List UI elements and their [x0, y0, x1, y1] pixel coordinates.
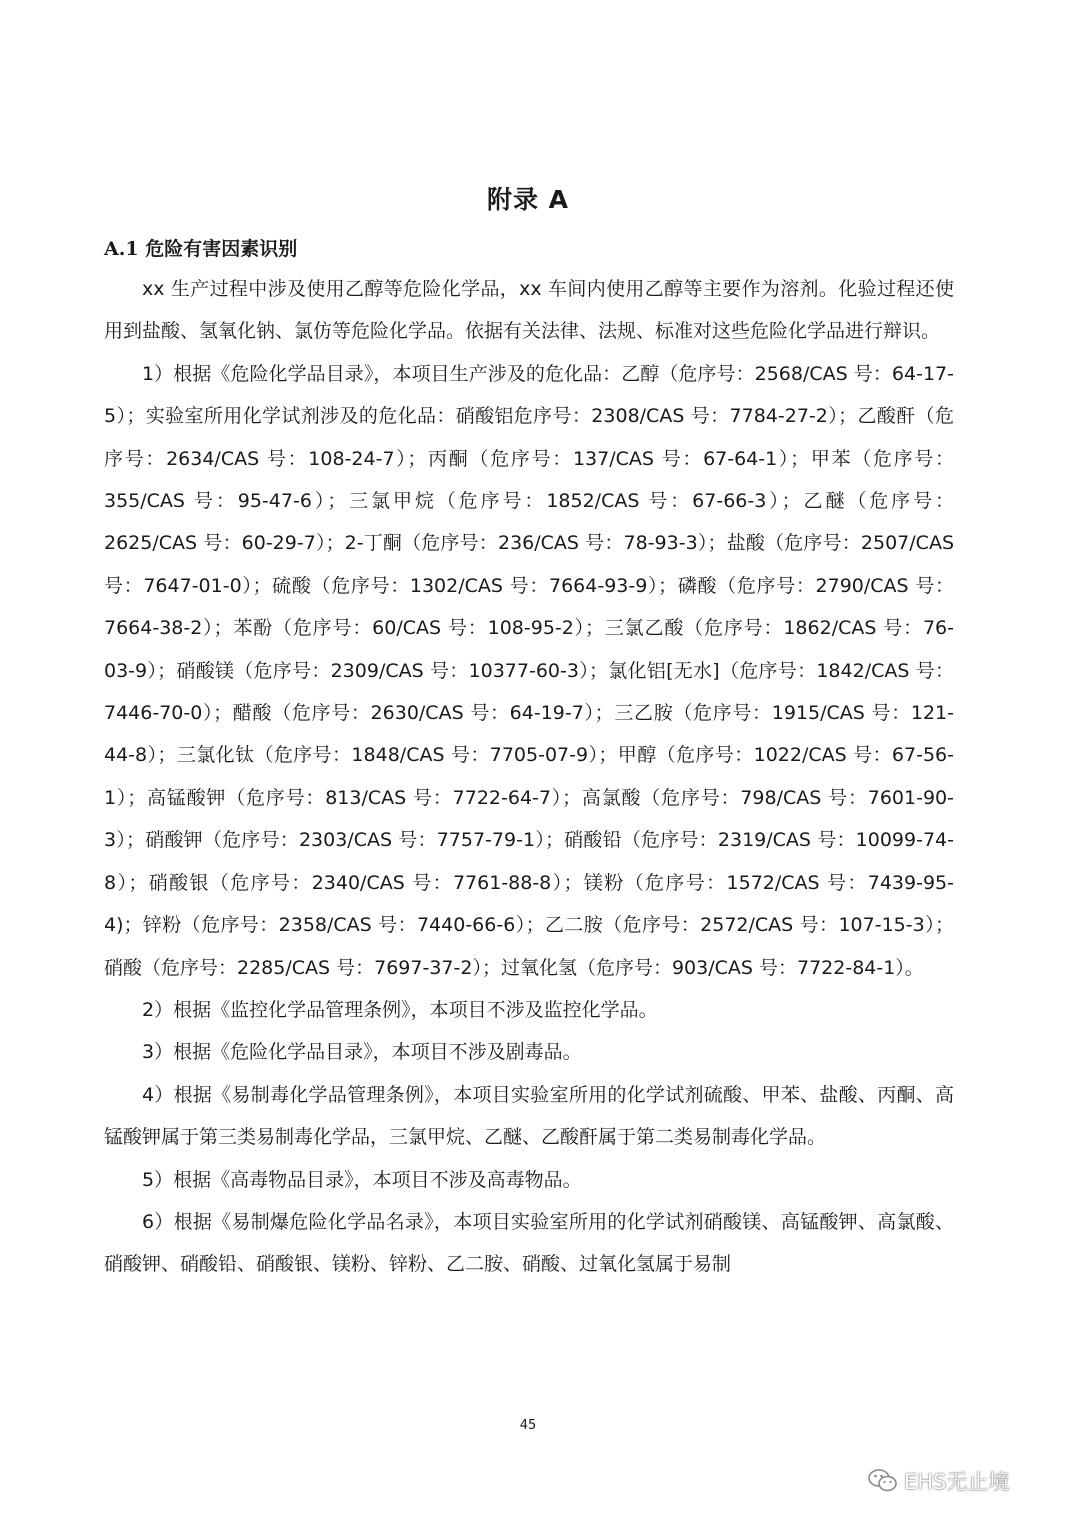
paragraph: 4）根据《易制毒化学品管理条例》，本项目实验室所用的化学试剂硫酸、甲苯、盐酸、丙酮、高锰酸钾属于第三类易制毒化学品，三氯甲烷、乙醚、乙酸酐属于第二类易制毒化学品。: [104, 1083, 954, 1149]
page-number: 45: [519, 1418, 537, 1433]
paragraph: 5）根据《高毒物品目录》，本项目不涉及高毒物品。: [142, 1168, 582, 1191]
page-title: 附录 A: [486, 185, 570, 214]
section-heading: A.1 危险有害因素识别: [104, 238, 298, 260]
paragraph: 3）根据《危险化学品目录》，本项目不涉及剧毒品。: [142, 1041, 582, 1064]
paragraph: 1）根据《危险化学品目录》，本项目生产涉及的危化品：乙醇（危序号：2568/CAS 号：64-17-5）；实验室所用化学试剂涉及的危化品：硝酸铝危序号：2308/CAS 号：7784-27-2）；乙酸酐（危序号：2634/CAS 号：108-24-7）；丙酮（危序号：137/CAS 号：67-64-1）；甲苯（危序号：355/CAS 号：95-47-6）；三氯甲烷（危序号：1852/CAS 号：67-66-3）；乙醚（危序号：2625/CAS 号：60-29-7）；2-丁酮（危序号：236/CAS 号：78-93-3）；盐酸（危序号：2507/CAS 号：7647-01-0）；硫酸（危序号：1302/CAS 号：7664-93-9）；磷酸（危序号：2790/CAS 号：7664-38-2）；苯酚（危序号：60/CAS 号：108-95-2）；三氯乙酸（危序号：1862/CAS 号：76-03-9）；硝酸镁（危序号：2309/CAS 号：10377-60-3）；氯化铝[无水]（危序号：1842/CAS 号：7446-70-0）；醋酸（危序号：2630/CAS 号：64-19-7）；三乙胺（危序号：1915/CAS 号：121-44-8）；三氯化钛（危序号：1848/CAS 号：7705-07-9）；甲醇（危序号：1022/CAS 号：67-56-1）；高锰酸钾（危序号：813/CAS 号：7722-64-7）；高氯酸（危序号：798/CAS 号：7601-90-3）；硝酸钾（危序号：2303/CAS 号：7757-79-1）；硝酸铅（危序号：2319/CAS 号：10099-74-8）；硝酸银（危序号：2340/CAS 号：7761-88-8）；镁粉（危序号：1572/CAS 号：7439-95-4)；锌粉（危序号：2358/CAS 号：7440-66-6）；乙二胺（危序号：2572/CAS 号：107-15-3）；硝酸（危序号：2285/CAS 号：7697-37-2）；过氧化氢（危序号：903/CAS 号：7722-84-1）。: [104, 362, 954, 979]
watermark: [868, 1466, 1009, 1496]
paragraph: 2）根据《监控化学品管理条例》，本项目不涉及监控化学品。: [142, 998, 658, 1021]
wechat-icon: [868, 1468, 898, 1494]
paragraph: 6）根据《易制爆危险化学品名录》，本项目实验室所用的化学试剂硝酸镁、高锰酸钾、高氯酸、硝酸钾、硝酸铅、硝酸银、镁粉、锌粉、乙二胺、硝酸、过氧化氢属于易制: [104, 1210, 954, 1276]
watermark-text: EHS无止境: [904, 1470, 1010, 1494]
paragraph: xx 生产过程中涉及使用乙醇等危险化学品，xx 车间内使用乙醇等主要作为溶剂。化验过程还使用到盐酸、氢氧化钠、氯仿等危险化学品。依据有关法律、法规、标准对这些危险化学品进行辩识。: [104, 278, 954, 343]
body-text: [104, 268, 954, 1286]
